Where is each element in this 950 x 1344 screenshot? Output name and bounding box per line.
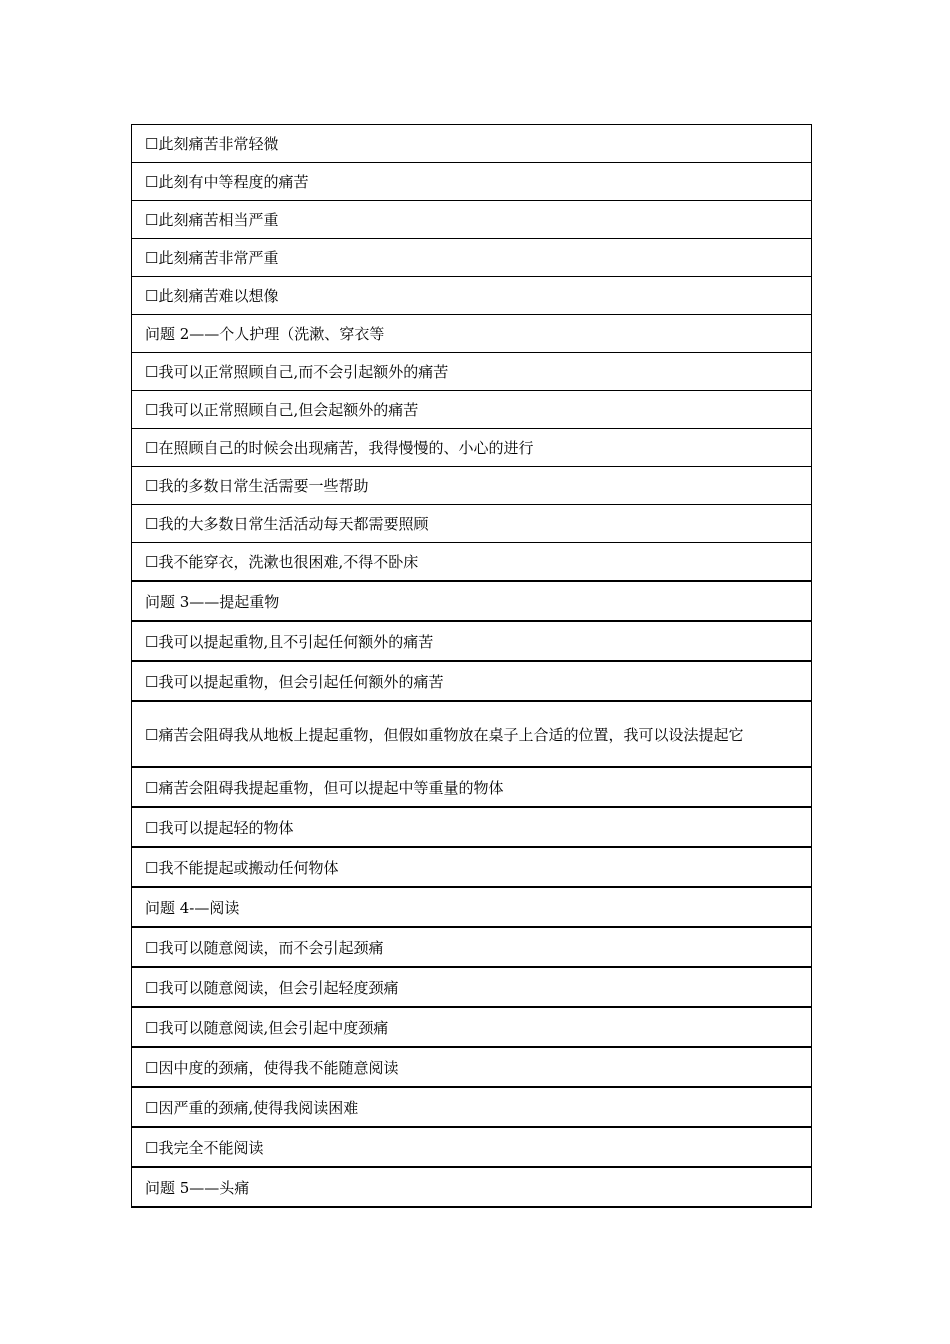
option-lift-light[interactable]: ☐我可以提起轻的物体	[132, 807, 812, 847]
question-3-heading: 问题 3——提起重物	[132, 581, 812, 621]
option-read-none[interactable]: ☐我完全不能阅读	[132, 1127, 812, 1167]
option-row	[132, 125, 812, 163]
question-header-row	[132, 581, 812, 621]
question-header-row	[132, 315, 812, 353]
option-row	[132, 767, 812, 807]
option-lift-from-table[interactable]: ☐痛苦会阻碍我从地板上提起重物，但假如重物放在桌子上合适的位置，我可以设法提起它	[132, 701, 812, 767]
option-row	[132, 353, 812, 391]
option-row	[132, 927, 812, 967]
option-pain-very-severe[interactable]: ☐此刻痛苦非常严重	[132, 239, 812, 277]
option-row	[132, 201, 812, 239]
question-5-heading: 问题 5——头痛	[132, 1167, 812, 1207]
question-header-row	[132, 887, 812, 927]
questionnaire-table	[131, 124, 812, 1208]
option-read-limited-moderate[interactable]: ☐因中度的颈痛，使得我不能随意阅读	[132, 1047, 812, 1087]
option-row	[132, 163, 812, 201]
option-lift-medium-weight[interactable]: ☐痛苦会阻碍我提起重物，但可以提起中等重量的物体	[132, 767, 812, 807]
option-row	[132, 967, 812, 1007]
option-read-mild-pain[interactable]: ☐我可以随意阅读，但会引起轻度颈痛	[132, 967, 812, 1007]
option-lift-none[interactable]: ☐我不能提起或搬动任何物体	[132, 847, 812, 887]
option-self-care-slow-careful[interactable]: ☐在照顾自己的时候会出现痛苦，我得慢慢的、小心的进行	[132, 429, 812, 467]
option-self-care-normal-with-pain[interactable]: ☐我可以正常照顾自己,但会起额外的痛苦	[132, 391, 812, 429]
option-row	[132, 543, 812, 582]
option-pain-fairly-severe[interactable]: ☐此刻痛苦相当严重	[132, 201, 812, 239]
option-row	[132, 505, 812, 543]
option-pain-moderate[interactable]: ☐此刻有中等程度的痛苦	[132, 163, 812, 201]
option-row	[132, 1087, 812, 1127]
option-pain-very-mild[interactable]: ☐此刻痛苦非常轻微	[132, 125, 812, 163]
option-lift-heavy-no-pain[interactable]: ☐我可以提起重物,且不引起任何额外的痛苦	[132, 621, 812, 661]
option-read-difficult-severe[interactable]: ☐因严重的颈痛,使得我阅读困难	[132, 1087, 812, 1127]
option-self-care-bedridden[interactable]: ☐我不能穿衣，洗漱也很困难,不得不卧床	[132, 543, 812, 582]
option-self-care-normal-no-pain[interactable]: ☐我可以正常照顾自己,而不会引起额外的痛苦	[132, 353, 812, 391]
question-4-heading: 问题 4-—阅读	[132, 887, 812, 927]
option-self-care-daily-help[interactable]: ☐我的大多数日常生活活动每天都需要照顾	[132, 505, 812, 543]
option-row	[132, 621, 812, 661]
option-row	[132, 391, 812, 429]
option-row	[132, 807, 812, 847]
question-2-heading: 问题 2——个人护理（洗漱、穿衣等	[132, 315, 812, 353]
option-row	[132, 239, 812, 277]
option-row	[132, 701, 812, 767]
option-row	[132, 277, 812, 315]
option-row	[132, 467, 812, 505]
option-pain-unimaginable[interactable]: ☐此刻痛苦难以想像	[132, 277, 812, 315]
option-row	[132, 661, 812, 701]
option-read-moderate-pain[interactable]: ☐我可以随意阅读,但会引起中度颈痛	[132, 1007, 812, 1047]
option-row	[132, 429, 812, 467]
option-read-no-pain[interactable]: ☐我可以随意阅读，而不会引起颈痛	[132, 927, 812, 967]
option-lift-heavy-with-pain[interactable]: ☐我可以提起重物，但会引起任何额外的痛苦	[132, 661, 812, 701]
option-row	[132, 1007, 812, 1047]
question-header-row	[132, 1167, 812, 1207]
option-row	[132, 1127, 812, 1167]
option-row	[132, 847, 812, 887]
option-self-care-some-help[interactable]: ☐我的多数日常生活需要一些帮助	[132, 467, 812, 505]
option-row	[132, 1047, 812, 1087]
